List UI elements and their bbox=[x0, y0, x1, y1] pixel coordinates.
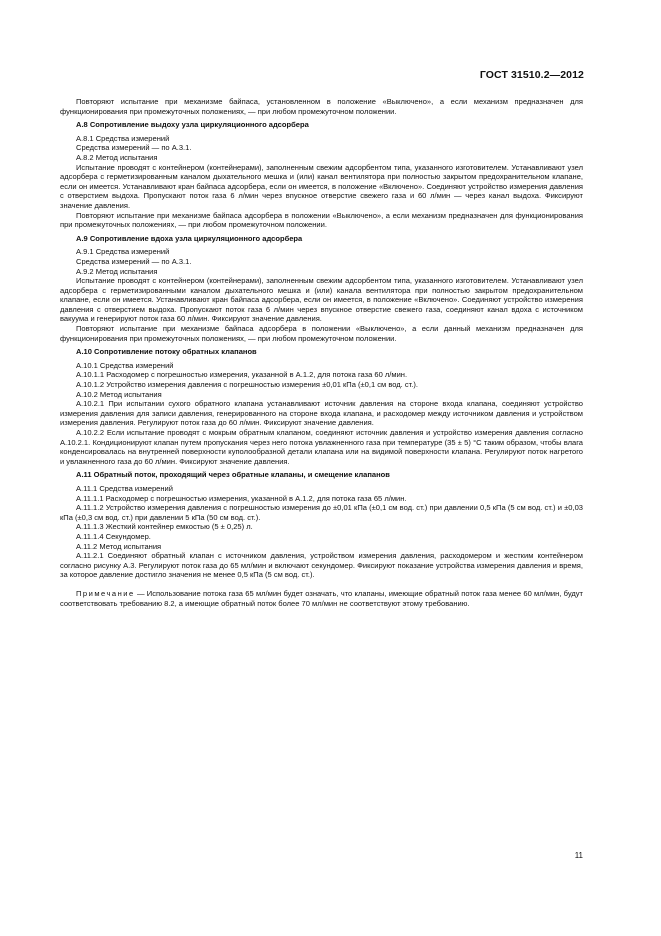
note-label: Примечание bbox=[76, 588, 135, 598]
subsection-heading: А.11.1 Средства измерений bbox=[76, 483, 173, 493]
paragraph: Повторяют испытание при механизме байпаса, установленном в положение «Выключено», а если механизм предназначен для функционирования при промежуточных положениях, — при любом промежуточном положении. bbox=[60, 97, 583, 116]
paragraph: А.11.1.3 Жесткий контейнер емкостью (5 ± 0,25) л. bbox=[76, 522, 253, 532]
paragraph: А.10.2.2 Если испытание проводят с мокрым обратным клапаном, соединяют источник давления и устройство измерения давления согласно А.10.2.1. Кондиционируют клапан путем пропускания через него потока увлажненного газа при температуре (35 ± 5) °С таким образом, чтобы влага конденсировалась на внутренней поверхности куполообразной детали клапана или на видимой поверхности клапана. Регулируют поток нагретого и увлажненного газа до 60 л/мин. Фиксируют значение давления. bbox=[60, 428, 583, 466]
section-heading-a11: А.11 Обратный поток, проходящий через обратные клапаны, и смещение клапанов bbox=[76, 470, 390, 480]
paragraph: Испытание проводят с контейнером (контейнерами), заполненным свежим адсорбентом типа, указанного изготовителем. Устанавливают узел адсорбера с герметизированными каналом дыхательного мешка и (или) канала вентилятора при полностью закрытом предохранительном клапане, если он имеется. Устанавливают кран байпаса адсорбера, если он имеется, в положение «Включено». Соединяют устройство измерения давления с отверстием выдоха. Пропускают поток газа 6 л/мин через впускное отверстие свежего газа, соединяют канал вдоха с источником вакуума и генерируют поток газа 60 л/мин. Фиксируют значение давления. bbox=[60, 276, 583, 324]
paragraph: А.10.1.1 Расходомер с погрешностью измерения, указанной в А.1.2, для потока газа 60 л/мин. bbox=[76, 370, 408, 380]
paragraph: А.11.1.2 Устройство измерения давления с погрешностью измерения до ±0,01 кПа (±0,1 см вод. ст.) при давлении 0,5 кПа (5 см вод. ст.) и ±0,03 кПа (±0,3 см вод. ст.) при давлении 5 кПа (50 см вод. ст.). bbox=[60, 503, 583, 522]
paragraph: А.11.1.4 Секундомер. bbox=[76, 531, 151, 541]
subsection-heading: А.11.2 Метод испытания bbox=[76, 541, 162, 551]
paragraph: А.10.2.1 При испытании сухого обратного клапана устанавливают источник давления на стороне входа клапана, соединяют устройство измерения давления для записи давления, генерированного на стороне входа клапана, и расходомер между источником давления и устройством измерения давления. Регулируют поток газа до 60 л/мин. Фиксируют значение давления. bbox=[60, 399, 583, 428]
subsection-heading: А.9.2 Метод испытания bbox=[76, 266, 158, 276]
paragraph: А.10.1.2 Устройство измерения давления с погрешностью измерения ±0,01 кПа (±0,1 см вод. ст.). bbox=[76, 380, 418, 390]
document-body bbox=[60, 97, 583, 608]
paragraph: Повторяют испытание при механизме байпаса адсорбера в положении «Выключено», а если механизм предназначен для функционирования при промежуточных положениях, — при любом промежуточном положении. bbox=[60, 210, 583, 230]
paragraph: А.11.1.1 Расходомер с погрешностью измерения, указанной в А.1.2, для потока газа 65 л/мин. bbox=[76, 493, 407, 503]
note-text: — Использование потока газа 65 мл/мин будет означать, что клапаны, имеющие обратный поток газа менее 60 мл/мин, будут соответствовать требованию 8.2, а имеющие обратный поток более 70 мл/мин не соответствуют этому требованию. bbox=[60, 588, 583, 608]
paragraph: Испытание проводят с контейнером (контейнерами), заполненным свежим адсорбентом типа, указанного изготовителем. Устанавливают узел адсорбера с герметизированным каналом дыхательного мешка и (или) канал вентилятора при полностью закрытом предохранительном клапане, если он имеется. Устанавливают кран байпаса адсорбера, если он имеется, в положение «Включено». Соединяют устройство измерения давления с отверстием выдоха. Пропускают поток газа 6 л/мин через впускное отверстие свежего газа и 60 л/мин — через канал выдоха. Фиксируют значение давления. bbox=[60, 162, 583, 210]
subsection-heading: А.9.1 Средства измерений bbox=[76, 247, 170, 257]
note bbox=[60, 589, 583, 608]
section-heading-a9: А.9 Сопротивление вдоха узла циркуляционного адсорбера bbox=[76, 233, 303, 243]
section-heading-a8: А.8 Сопротивление выдоху узла циркуляционного адсорбера bbox=[76, 120, 309, 130]
section-heading-a10: А.10 Сопротивление потоку обратных клапанов bbox=[76, 347, 257, 357]
subsection-heading: А.10.2 Метод испытания bbox=[76, 389, 162, 399]
subsection-heading: А.10.1 Средства измерений bbox=[76, 360, 174, 370]
paragraph: А.11.2.1 Соединяют обратный клапан с источником давления, устройством измерения давления, расходомером и жестким контейнером согласно рисунку А.3. Регулируют поток газа до 65 мл/мин и включают секундомер. Фиксируют показание устройства измерения давления и время, за которое давление достигло значения не менее 0,5 кПа (5 см вод. ст.). bbox=[60, 551, 583, 580]
paragraph: Средства измерений — по А.3.1. bbox=[76, 143, 192, 153]
paragraph: Повторяют испытание при механизме байпаса адсорбера в положении «Выключено», а если данный механизм предназначен для функционирования при промежуточных положениях, — при любом промежуточном положении. bbox=[60, 324, 583, 343]
document-header: ГОСТ 31510.2—2012 bbox=[479, 69, 584, 81]
subsection-heading: А.8.2 Метод испытания bbox=[76, 152, 158, 162]
subsection-heading: А.8.1 Средства измерений bbox=[76, 133, 170, 143]
page-number: 11 bbox=[574, 851, 583, 860]
paragraph: Средства измерений — по А.3.1. bbox=[76, 256, 192, 266]
